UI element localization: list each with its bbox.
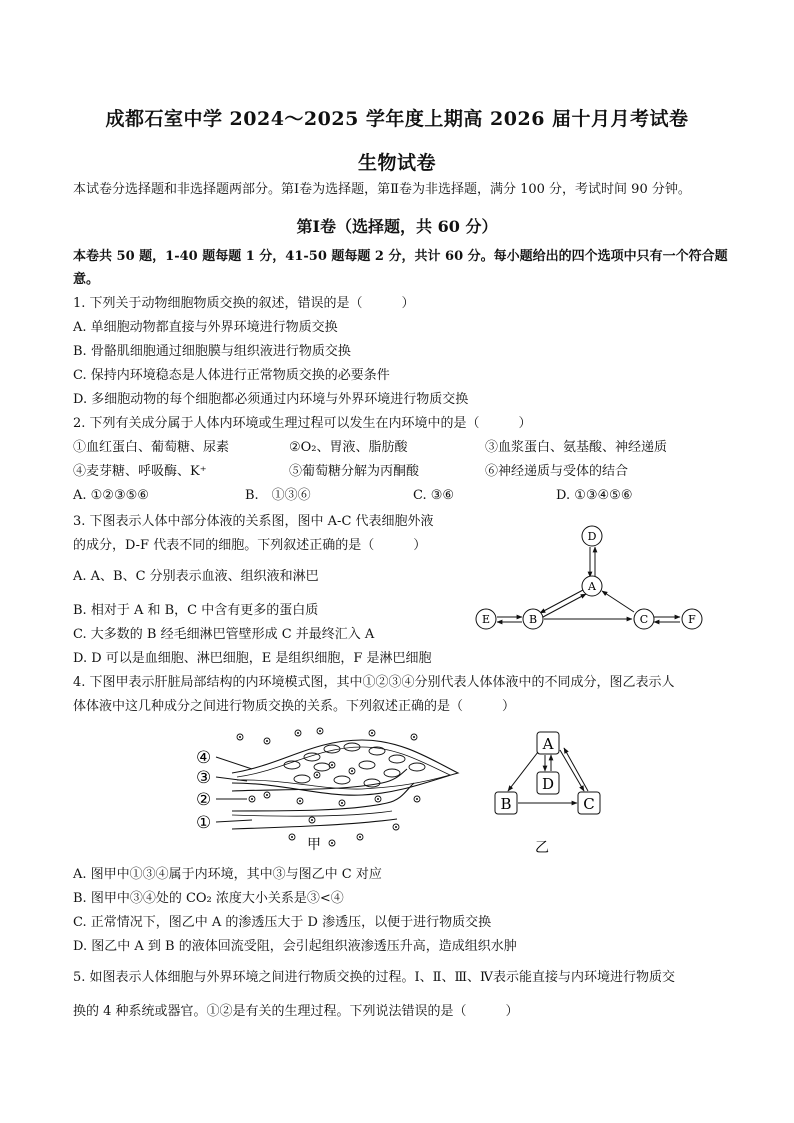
node-f (682, 609, 702, 629)
q4-option-c: C. 正常情况下，图乙中 A 的渗透压大于 D 渗透压，以便于进行物质交换 (73, 915, 492, 930)
q2-stem: 2. 下列有关成分属于人体内环境或生理过程可以发生在内环境中的是（ ） (73, 416, 532, 431)
svg-text:B: B (500, 795, 512, 813)
q4-stem-1: 4. 下图甲表示肝脏局部结构的内环境模式图，其中①②③④分别代表人体体液中的不同成分，图乙表示人 (73, 675, 675, 690)
svg-text:E: E (481, 613, 491, 626)
q3-option-c: C. 大多数的 B 经毛细淋巴管壁形成 C 并最终汇入 A (73, 627, 375, 642)
label-1: ① (196, 813, 212, 833)
q3-option-b: B. 相对于 A 和 B，C 中含有更多的蛋白质 (73, 603, 319, 618)
q3-option-d: D. D 可以是血细胞、淋巴细胞，E 是组织细胞，F 是淋巴细胞 (73, 651, 432, 666)
exam-subtitle: 生物试卷 (357, 152, 436, 174)
q1-option-d: D. 多细胞动物的每个细胞都必须通过内环境与外界环境进行物质交换 (73, 392, 469, 407)
yi-node-a (537, 732, 559, 754)
section-instruction-2: 意。 (73, 272, 100, 287)
q2-option-b: B. ①③⑥ (245, 488, 311, 503)
section-instruction-1: 本卷共 50 题，1-40 题每题 1 分，41-50 题每题 2 分，共计 60 分。每小题给出的四个选项中只有一个符合题 (73, 249, 728, 264)
q4-option-d: D. 图乙中 A 到 B 的液体回流受阻，会引起组织液渗透压升高，造成组织水肿 (73, 939, 517, 954)
q3-stem-2: 的成分，D-F 代表不同的细胞。下列叙述正确的是（ ） (73, 538, 427, 553)
yi-node-b (495, 792, 517, 814)
node-b (523, 609, 543, 629)
label-3: ③ (196, 768, 212, 788)
svg-text:F: F (688, 613, 696, 626)
fig-jia-caption: 甲 (307, 837, 321, 853)
svg-text:A: A (542, 735, 554, 753)
q2-item-2: ②O₂、胃液、脂肪酸 (289, 440, 408, 455)
node-e (476, 609, 496, 629)
node-c (634, 609, 654, 629)
q3-diagram (470, 520, 710, 635)
label-2: ② (196, 790, 212, 810)
intro-text: 本试卷分选择题和非选择题两部分。第Ⅰ卷为选择题，第Ⅱ卷为非选择题，满分 100 分，考试时间 90 分钟。 (73, 182, 691, 197)
label-4: ④ (196, 748, 212, 768)
yi-node-d (537, 772, 559, 794)
q4-figure-jia (192, 725, 462, 855)
q2-item-1: ①血红蛋白、葡萄糖、尿素 (73, 440, 230, 455)
q4-stem-2: 体体液中这几种成分之间进行物质交换的关系。下列叙述正确的是（ ） (73, 699, 516, 714)
q2-option-a: A. ①②③⑤⑥ (73, 488, 149, 503)
q1-option-b: B. 骨骼肌细胞通过细胞膜与组织液进行物质交换 (73, 344, 351, 359)
section-title: 第Ⅰ卷（选择题，共 60 分） (296, 217, 498, 236)
arrow-c-a (602, 591, 634, 612)
q4-option-a: A. 图甲中①③④属于内环境，其中③与图乙中 C 对应 (73, 867, 382, 882)
q5-stem-2: 换的 4 种系统或器官。①②是有关的生理过程。下列说法错误的是（ ） (73, 1004, 519, 1019)
svg-text:A: A (588, 580, 596, 593)
q3-stem-1: 3. 下图表示人体中部分体液的关系图，图中 A-C 代表细胞外液 (73, 514, 434, 529)
svg-text:B: B (528, 613, 538, 626)
q4-figure-yi (490, 728, 610, 856)
q2-item-5: ⑤葡萄糖分解为丙酮酸 (289, 464, 420, 479)
svg-text:D: D (541, 775, 555, 793)
q2-option-c: C. ③⑥ (413, 488, 455, 503)
q2-option-d: D. ①③④⑤⑥ (556, 488, 633, 503)
arrow-b-a (543, 594, 586, 617)
exam-title: 成都石室中学 2024～2025 学年度上期高 2026 届十月月考试卷 (105, 108, 689, 130)
q5-stem-1: 5. 如图表示人体细胞与外界环境之间进行物质交换的过程。Ⅰ、Ⅱ、Ⅲ、Ⅳ表示能直接与内环境进行物质交 (73, 970, 676, 985)
svg-text:C: C (639, 613, 649, 626)
fig-yi-caption: 乙 (535, 840, 549, 856)
node-d (582, 526, 602, 546)
q2-item-3: ③血浆蛋白、氨基酸、神经递质 (485, 440, 668, 455)
q1-option-a: A. 单细胞动物都直接与外界环境进行物质交换 (73, 320, 338, 335)
q4-option-b: B. 图甲中③④处的 CO₂ 浓度大小关系是③<④ (73, 891, 344, 906)
q2-item-6: ⑥神经递质与受体的结合 (485, 464, 629, 479)
q1-stem: 1. 下列关于动物细胞物质交换的叙述，错误的是（ ） (73, 296, 415, 311)
q2-item-4: ④麦芽糖、呼吸酶、K⁺ (73, 464, 207, 479)
svg-text:C: C (583, 795, 595, 813)
yi-node-c (578, 792, 600, 814)
node-a (582, 576, 602, 596)
arrow-a-b (540, 590, 583, 613)
q3-option-a: A. A、B、C 分别表示血液、组织液和淋巴 (73, 569, 319, 584)
svg-text:D: D (587, 530, 597, 543)
q1-option-c: C. 保持内环境稳态是人体进行正常物质交换的必要条件 (73, 368, 390, 383)
